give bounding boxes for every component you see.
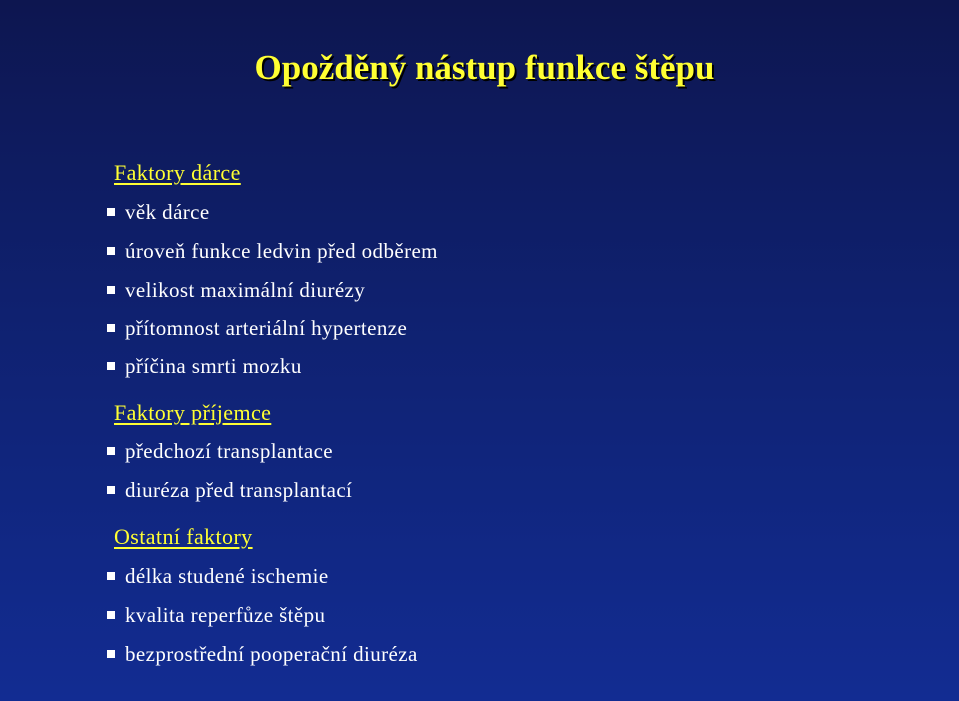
list-item	[107, 277, 365, 303]
square-bullet-icon	[107, 286, 115, 294]
list-item	[107, 238, 438, 264]
list-item	[107, 602, 325, 628]
list-item-text: diuréza před transplantací	[125, 478, 353, 502]
list-item-text: přítomnost arteriální hypertenze	[125, 316, 408, 340]
section-heading-recipient: Faktory příjemce	[114, 400, 272, 425]
list-item	[107, 438, 333, 464]
square-bullet-icon	[107, 611, 115, 619]
section-heading-donor: Faktory dárce	[114, 160, 241, 185]
list-item-text: bezprostřední pooperační diuréza	[125, 642, 418, 666]
list-item-text: předchozí transplantace	[125, 439, 334, 463]
square-bullet-icon	[107, 572, 115, 580]
square-bullet-icon	[107, 447, 115, 455]
list-item-text: věk dárce	[125, 200, 210, 224]
list-item-text: kvalita reperfůze štěpu	[125, 603, 326, 627]
square-bullet-icon	[107, 362, 115, 370]
list-item	[107, 315, 407, 341]
list-item-text: délka studené ischemie	[125, 564, 329, 588]
square-bullet-icon	[107, 650, 115, 658]
list-item-text: úroveň funkce ledvin před odběrem	[125, 239, 438, 263]
square-bullet-icon	[107, 486, 115, 494]
list-item	[107, 477, 352, 503]
list-item	[107, 641, 418, 667]
list-item	[107, 563, 329, 589]
square-bullet-icon	[107, 247, 115, 255]
square-bullet-icon	[107, 324, 115, 332]
section-heading-other: Ostatní faktory	[114, 524, 253, 549]
list-item	[107, 353, 302, 379]
list-item-text: příčina smrti mozku	[125, 354, 302, 378]
list-item	[107, 199, 210, 225]
list-item-text: velikost maximální diurézy	[125, 278, 366, 302]
square-bullet-icon	[107, 208, 115, 216]
slide-title: Opožděný nástup funkce štěpu	[254, 48, 715, 87]
